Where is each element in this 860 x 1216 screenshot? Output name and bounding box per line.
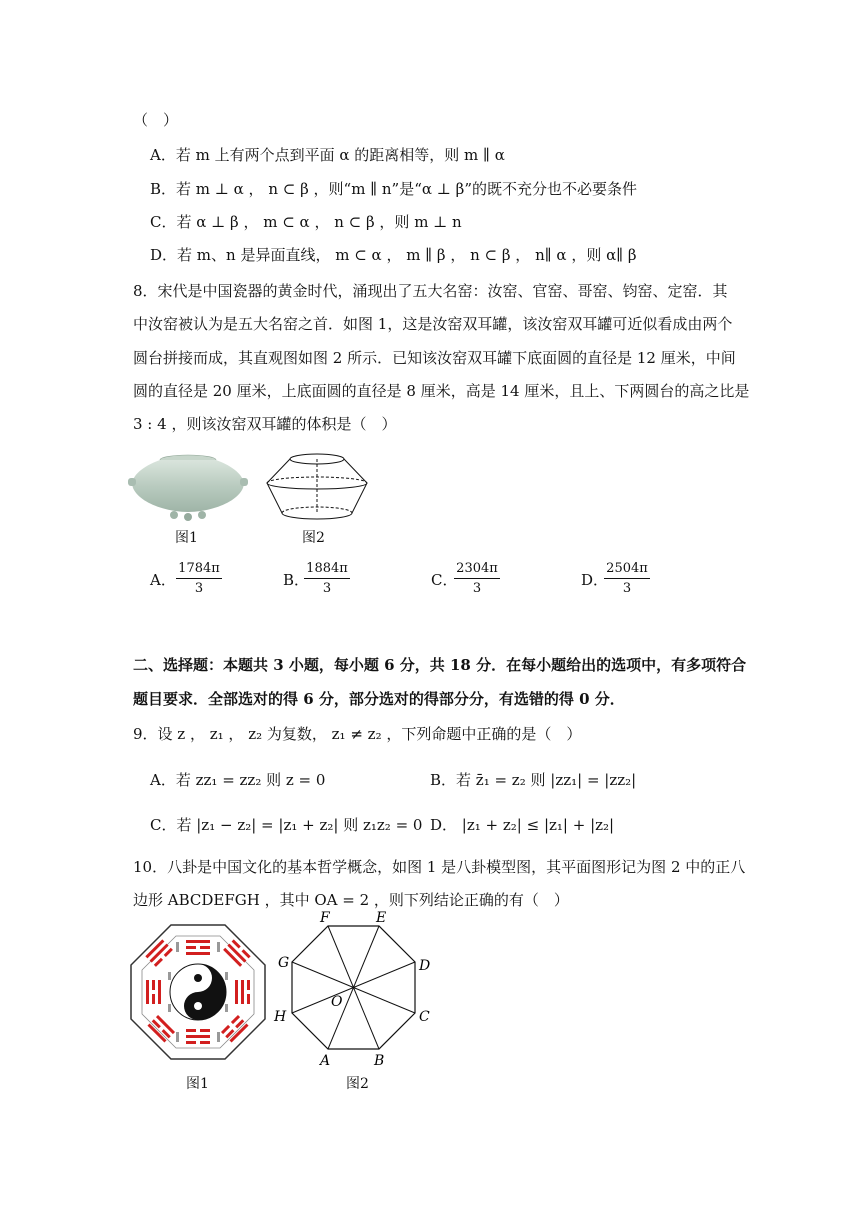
q10-line-1: 10．八卦是中国文化的基本哲学概念，如图 1 是八卦模型图，其平面图形记为图 2 中的正八: [133, 858, 746, 876]
section-2-heading-line-2: 题目要求．全部选对的得 6 分，部分选对的得部分分，有选错的得 0 分．: [133, 690, 625, 708]
q10-fig1-caption: 图1: [186, 1076, 209, 1092]
center-label-o: O: [331, 994, 343, 1010]
jar-photo: [128, 450, 248, 525]
q9-option-a: A．若 zz₁ = zz₂ 则 z = 0: [150, 771, 326, 789]
q8-option-c-fraction: [454, 561, 500, 596]
q8-fig1-caption: 图1: [175, 530, 198, 546]
q9-option-c: C．若 |z₁ − z₂| = |z₁ + z₂| 则 z₁z₂ = 0: [150, 816, 423, 834]
q8-option-b-den: 3: [322, 581, 332, 596]
section-2-heading-line-1: 二、选择题：本题共 3 小题，每小题 6 分，共 18 分．在每小题给出的选项中，有多项符合: [133, 656, 747, 674]
q9-option-d: D． |z₁ + z₂| ≤ |z₁| + |z₂|: [430, 816, 615, 834]
q8-fig2-caption: 图2: [302, 530, 325, 546]
vertex-label-d: D: [419, 958, 431, 974]
vertex-label-a: A: [320, 1053, 331, 1069]
vertex-label-e: E: [376, 910, 387, 926]
q8-option-b-label: B．: [283, 571, 310, 589]
octagon-diagram: [270, 910, 440, 1075]
vertex-label-f: F: [320, 910, 330, 926]
q8-option-d-label: D．: [581, 571, 609, 589]
bagua-model: [128, 922, 268, 1062]
frustum-diagram: [262, 449, 372, 524]
q8-option-c-den: 3: [472, 581, 482, 596]
vertex-label-b: B: [374, 1053, 385, 1069]
q8-line-4: 圆的直径是 20 厘米，上底面圆的直径是 8 厘米，高是 14 厘米，且上、下两圆台的高之比是: [133, 382, 750, 400]
q8-option-d-den: 3: [622, 581, 632, 596]
q8-line-5: 3 : 4 ，则该汝窑双耳罐的体积是（ ）: [133, 415, 397, 433]
q7-option-b: B．若 m ⊥ α ， n ⊂ β ，则“m ∥ n”是“α ⊥ β”的既不充分也不必要条件: [150, 180, 637, 198]
vertex-label-c: C: [419, 1009, 430, 1025]
vertex-label-h: H: [274, 1009, 287, 1025]
q10-line-2: 边形 ABCDEFGH ，其中 OA = 2 ，则下列结论正确的有（ ）: [133, 891, 569, 909]
q8-option-c-num: 2304π: [454, 561, 500, 579]
q8-option-b-num: 1884π: [304, 561, 350, 579]
q7-option-a: A．若 m 上有两个点到平面 α 的距离相等，则 m ∥ α: [150, 146, 505, 164]
q8-option-a-num: 1784π: [176, 561, 222, 579]
q7-option-d: D．若 m、n 是异面直线， m ⊂ α ， m ∥ β ， n ⊂ β ， n∥ α ，则 α∥ β: [150, 246, 637, 264]
q8-option-d-num: 2504π: [604, 561, 650, 579]
q8-option-c-label: C．: [431, 571, 458, 589]
q8-line-2: 中汝窑被认为是五大名窑之首．如图 1，这是汝窑双耳罐，该汝窑双耳罐可近似看成由两个: [133, 315, 733, 333]
q9-option-b: B．若 z̄₁ = z₂ 则 |zz₁| = |zz₂|: [430, 771, 637, 789]
q9-stem: 9．设 z ， z₁ ， z₂ 为复数， z₁ ≠ z₂ ，下列命题中正确的是（ ）: [133, 725, 582, 743]
q8-line-3: 圆台拼接而成，其直观图如图 2 所示．已知该汝窑双耳罐下底面圆的直径是 12 厘米，中间: [133, 349, 736, 367]
q8-option-a-fraction: [176, 561, 222, 596]
q10-fig2-caption: 图2: [346, 1076, 369, 1092]
q8-option-a-label: A．: [150, 571, 176, 589]
q7-tail: （ ）: [133, 111, 179, 129]
q7-option-c: C．若 α ⊥ β ， m ⊂ α ， n ⊂ β ，则 m ⊥ n: [150, 213, 462, 231]
q8-line-1: 8．宋代是中国瓷器的黄金时代，涌现出了五大名窑：汝窑、官窑、哥窑、钧窑、定窑．其: [133, 282, 728, 300]
vertex-label-g: G: [278, 955, 290, 971]
q8-option-b-fraction: [304, 561, 350, 596]
q8-option-d-fraction: [604, 561, 650, 596]
q8-option-a-den: 3: [194, 581, 204, 596]
